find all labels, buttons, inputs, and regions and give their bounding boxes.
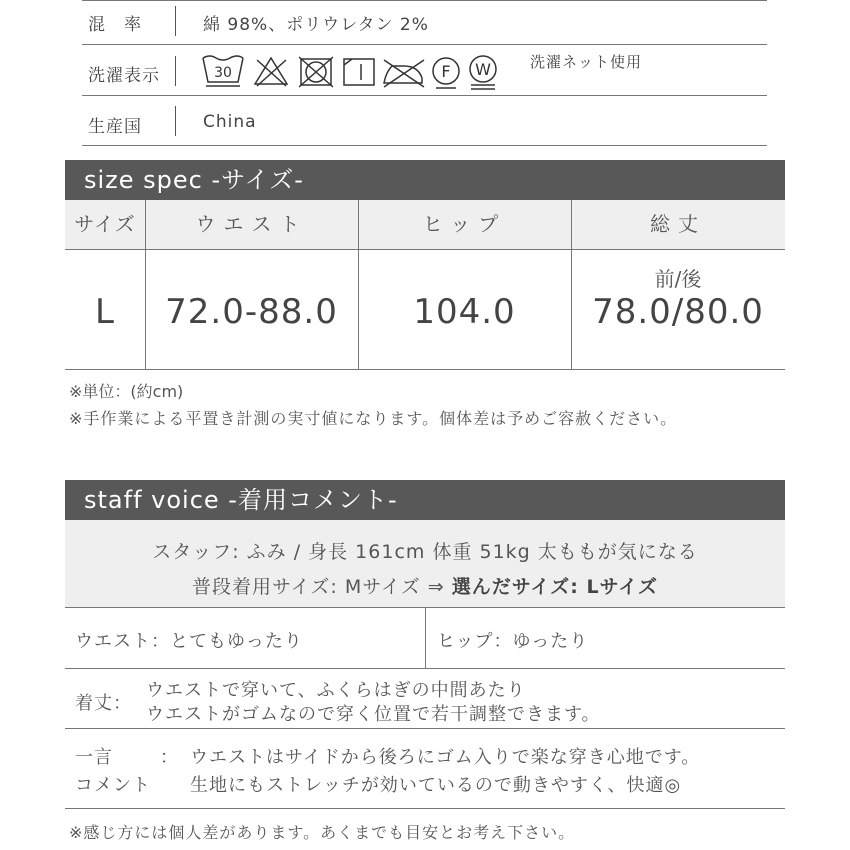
material-row-divider (82, 95, 767, 96)
selected-size-text: 選んだサイズ: Lサイズ (451, 576, 659, 598)
material-value-blend: 綿 98%、ポリウレタン 2% (203, 15, 429, 35)
size-value-waist: 72.0-88.0 (165, 292, 338, 332)
waist-fit-comment: ウエスト：とてもゆったり (75, 631, 303, 652)
size-spec-title: size spec -サイズ- (65, 160, 785, 200)
wet-clean-letter: W (475, 60, 491, 79)
wash-30-icon (203, 56, 243, 86)
size-length-sublabel: 前/後 (654, 267, 702, 291)
staff-size-line (65, 572, 785, 599)
material-row-divider (82, 44, 767, 45)
material-table-top-border (82, 0, 767, 1)
length-comment-1: ウエストで穿いて、ふくらはぎの中間あたり (146, 680, 526, 701)
size-header-size: サイズ (74, 212, 136, 236)
size-col-divider (358, 200, 359, 370)
voice-divider (65, 728, 785, 729)
comment-line-2: 生地にもストレッチが効いているので動きやすく、快適◎ (190, 775, 682, 796)
comment-label-1: 一言 (75, 747, 113, 768)
comment-line-1: ウエストはサイドから後ろにゴム入りで楽な穿き心地です。 (190, 747, 701, 768)
material-table-bottom-border (82, 145, 767, 146)
size-header-hip: ヒップ (422, 212, 507, 236)
line-dry-icon (344, 59, 374, 85)
size-col-divider (145, 200, 146, 370)
length-label: 着丈： (75, 693, 132, 714)
staff-voice-title: staff voice -着用コメント- (65, 480, 785, 520)
comment-colon: ： (160, 747, 179, 768)
measurement-note: ※手作業による平置き計測の実寸値になります。個体差は予めご容赦ください。 (69, 409, 678, 428)
no-iron-icon (384, 60, 424, 87)
wash-temp-label: 30 (214, 65, 232, 81)
comment-label-2: コメント (75, 775, 151, 796)
size-table-bottom-border (65, 369, 785, 370)
material-separator (175, 106, 176, 136)
hip-fit-comment: ヒップ：ゆったり (437, 631, 589, 652)
material-label-blend: 混 率 (88, 15, 142, 35)
material-label-origin: 生産国 (88, 117, 142, 137)
unit-note: ※単位：(約cm) (69, 382, 184, 401)
voice-bottom-border (65, 808, 785, 809)
dry-clean-f-icon (433, 58, 459, 88)
care-symbols (200, 52, 510, 90)
wet-clean-w-icon (470, 56, 496, 89)
material-value-origin: China (203, 112, 257, 132)
voice-col-divider (425, 607, 426, 668)
no-tumble-dry-icon (299, 57, 333, 87)
voice-divider (65, 668, 785, 669)
staff-profile-line: スタッフ: ふみ / 身長 161cm 体重 51kg 太ももが気になる (152, 541, 698, 563)
no-bleach-icon (255, 58, 287, 86)
material-separator (175, 6, 176, 36)
size-header-length: 総丈 (650, 212, 706, 236)
laundry-net-note: 洗濯ネット使用 (530, 53, 643, 71)
size-header-waist: ウエスト (195, 212, 308, 236)
length-comment-2: ウエストがゴムなので穿く位置で若干調整できます。 (146, 704, 601, 725)
footer-note: ※感じ方には個人差があります。あくまでも目安とお考え下さい。 (69, 823, 576, 842)
size-value-hip: 104.0 (413, 292, 516, 332)
size-value-length: 78.0/80.0 (592, 292, 764, 332)
size-value-size: L (95, 292, 115, 332)
material-separator (175, 56, 176, 86)
size-table-divider (65, 249, 785, 250)
dry-clean-letter: F (441, 62, 451, 81)
material-label-care: 洗濯表示 (88, 66, 160, 86)
usual-size-text: 普段着用サイズ: Mサイズ ⇒ (191, 576, 452, 598)
